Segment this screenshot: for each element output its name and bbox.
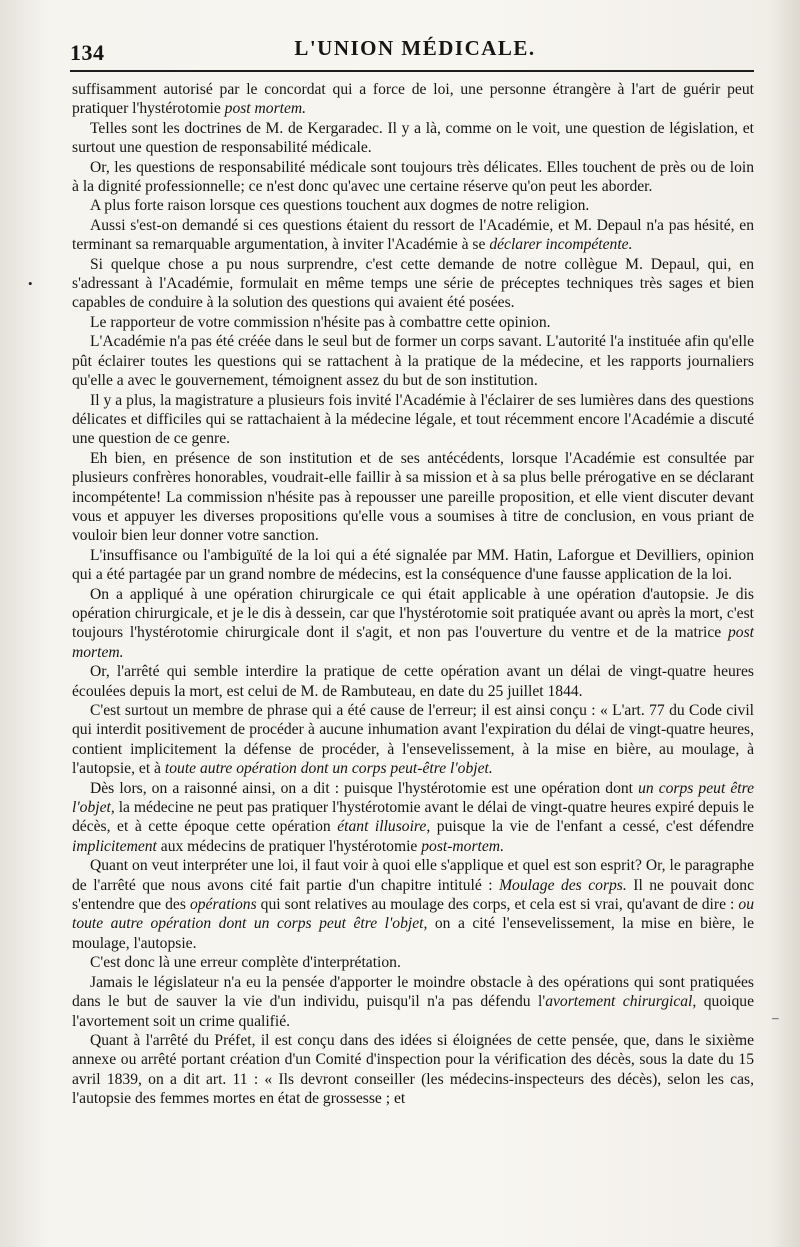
italic-text: un corps peut être l'objet, [72, 779, 755, 817]
paragraph [72, 313, 754, 332]
italic-text: ou toute autre opération dont un corps peut être l'objet, [72, 896, 754, 933]
paragraph [72, 546, 754, 585]
paragraph [72, 216, 754, 255]
paragraph [72, 332, 754, 390]
text-run: quoique l'avortement soit un crime qualifié. [72, 993, 754, 1030]
italic-text: avortement chirurgical, [545, 993, 697, 1011]
paragraph [72, 973, 754, 1031]
italic-text: étant illusoire, [337, 818, 431, 836]
running-head: L'UNION MÉDICALE. [294, 36, 536, 60]
text-run: C'est surtout un membre de phrase qui a été cause de l'erreur; il est ainsi conçu : « L'art. 77 du Code civil qui interdit positivement de procéder à aucune inhumation avant l'expiration du délai de vingt-quatre heures, contient implicitement la défense de procéder, à l'ensevelissement, à la mise en bière, au moulage, à l'autopsie, et à [72, 702, 754, 778]
italic-text: déclarer incompétente. [489, 236, 633, 254]
text-run: Il y a plus, la magistrature a plusieurs fois invité l'Académie à l'éclairer de ses lumières dans des questions délicates et difficiles qui se rattachaient à la médecine légale, et tout récemment encore l'Académie a discuté une question de ce genre. [72, 391, 754, 448]
text-run: Le rapporteur de votre commission n'hésite pas à combattre cette opinion. [90, 313, 551, 331]
text-run: A plus forte raison lorsque ces questions touchent aux dogmes de notre religion. [90, 197, 590, 215]
page-number: 134 [70, 40, 105, 65]
text-run: suffisamment autorisé par le concordat qui a force de loi, une personne étrangère à l'art de guérir peut pratiquer l'hystérotomie [72, 81, 754, 118]
text-run: Or, l'arrêté qui semble interdire la pratique de cette opération avant un délai de vingt-quatre heures écoulées depuis la mort, est celui de M. de Rambuteau, en date du 25 juillet 1844. [72, 663, 754, 700]
paragraph [72, 953, 754, 972]
italic-text: post mortem. [224, 100, 307, 118]
italic-text: implicitement [72, 837, 157, 855]
paragraph [72, 119, 754, 158]
paragraph [72, 701, 754, 779]
text-run: puisque la vie de l'enfant a cessé, c'est défendre [430, 818, 754, 836]
text-run: Dès lors, on a raisonné ainsi, on a dit : puisque l'hystérotomie est une opération dont [90, 779, 639, 797]
italic-text: Moulage des corps. [499, 876, 627, 894]
text-run: Telles sont les doctrines de M. de Kergaradec. Il y a là, comme on le voit, une question de législation, et surtout une question de responsabilité médicale. [72, 119, 754, 157]
text-run: Il ne pouvait donc s'entendre que des [72, 876, 754, 914]
text-run: On a appliqué à une opération chirurgicale ce qui était applicable à une opération d'autopsie. Je dis opération chirurgicale, et je le dis à dessein, car que l'hystérotomie soit pratiquée avant ou après la mort, c'est toujours l'hystérotomie chirurgicale dont il s'agit, et non pas l'ouverture du ventre et de la matrice [72, 585, 754, 642]
page-header [70, 32, 760, 66]
italic-text: post-mortem. [421, 837, 504, 855]
paragraph [72, 449, 754, 546]
text-run: la médecine ne peut pas pratiquer l'hystérotomie avant le délai de vingt-quatre heures expiré depuis le décès, et à cette époque cette opération [72, 799, 754, 836]
header-rule [70, 70, 754, 72]
text-run: Quant on veut interpréter une loi, il faut voir à quoi elle s'applique et quel est son esprit? Or, le paragraphe de l'arrêté que nous avons cité fait partie d'un chapitre intitulé : [72, 857, 754, 894]
paragraph [72, 1031, 754, 1109]
margin-dash: – [772, 1010, 779, 1025]
text-run: Si quelque chose a pu nous surprendre, c'est cette demande de notre collègue M. Depaul, qui, en s'adressant à l'Académie, formulait en même temps une série de préceptes techniques très sages et bien capables de conduire à la solution des questions qui avaient été posées. [72, 255, 754, 312]
text-run: C'est donc là une erreur complète d'interprétation. [90, 954, 401, 972]
margin-bullet: • [28, 276, 33, 291]
italic-text: opérations [189, 896, 257, 914]
paragraph [72, 662, 754, 701]
italic-text: post mortem. [72, 624, 754, 661]
paragraph [72, 255, 754, 313]
body-text [72, 80, 754, 1109]
paragraph [72, 585, 754, 663]
paragraph [72, 779, 754, 857]
paragraph [72, 856, 754, 953]
text-run: on a cité l'ensevelissement, la mise en bière, le moulage, l'autopsie. [72, 915, 754, 952]
text-run: Quant à l'arrêté du Préfet, il est conçu dans des idées si éloignées de cette pensée, que, dans le sixième annexe ou arrêté portant création d'un Comité d'inspection pour la vérification des décès, sous la date du 15 avril 1839, on a dit art. 11 : « Ils devront conseiller (les médecins-inspecteurs des décès), selon les cas, l'autopsie des femmes mortes en état de grossesse ; et [72, 1031, 754, 1108]
paragraph [72, 391, 754, 449]
text-run: Eh bien, en présence de son institution et de ses antécédents, lorsque l'Académie est consultée par plusieurs confrères honorables, voudrait-elle faillir à sa mission et à sa plus belle prérogative en se déclarant incompétente! La commission n'hésite pas à repousser une pareille proposition, et elle vient discuter devant vous et appuyer les diverses propositions qu'elle vous a soumises à titre de conclusion, en vous priant de vouloir bien leur donner votre sanction. [72, 449, 754, 545]
text-run: Jamais le législateur n'a eu la pensée d'apporter le moindre obstacle à des opérations qui sont pratiquées dans le but de sauver la vie d'un individu, puisqu'il n'a pas défendu l' [72, 973, 754, 1011]
text-run: L'Académie n'a pas été créée dans le seul but de former un corps savant. L'autorité l'a instituée afin qu'elle pût éclairer toutes les questions qui se rattachent à la pratique de la médecine, et les rapports journaliers qu'elle a avec le gouvernement, témoignent assez du but de son institution. [72, 333, 754, 390]
text-run: Aussi s'est-on demandé si ces questions étaient du ressort de l'Académie, et M. Depaul n'a pas hésité, en terminant sa remarquable argumentation, à inviter l'Académie à se [72, 216, 754, 254]
paragraph [72, 80, 754, 119]
italic-text: toute autre opération dont un corps peut-être l'objet. [164, 760, 493, 778]
text-run: L'insuffisance ou l'ambiguïté de la loi qui a été signalée par MM. Hatin, Laforgue et Devilliers, opinion qui a été partagée par un grand nombre de médecins, est la conséquence d'une fausse application de la loi. [72, 546, 754, 584]
paragraph [72, 158, 754, 197]
text-run: Or, les questions de responsabilité médicale sont toujours très délicates. Elles touchent de près ou de loin à la dignité professionnelle; ce n'est donc qu'avec une certaine réserve qu'on peut les aborder. [72, 158, 754, 196]
text-run: aux médecins de pratiquer l'hystérotomie [156, 837, 422, 855]
text-run: qui sont relatives au moulage des corps, et cela est si vrai, qu'avant de dire : [256, 896, 739, 914]
paragraph [72, 196, 754, 215]
